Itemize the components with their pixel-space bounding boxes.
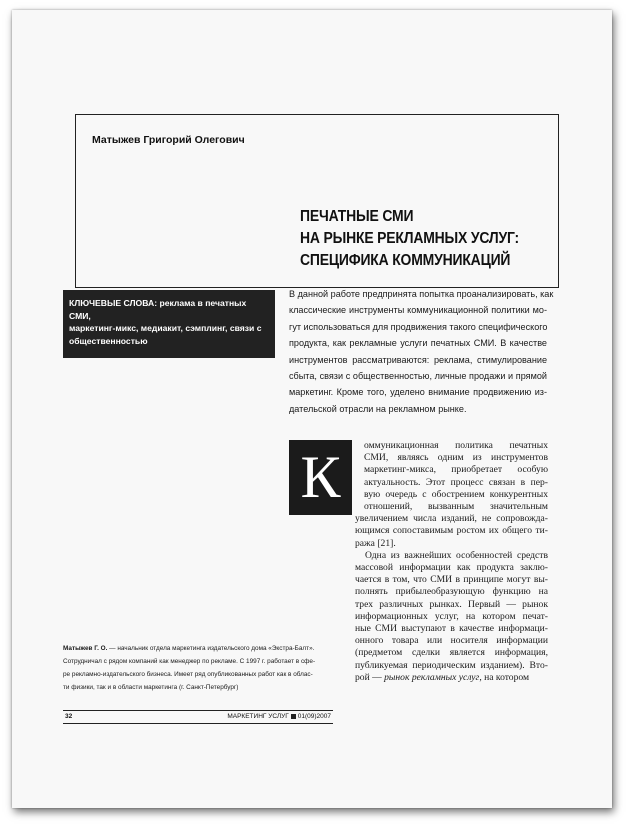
body-line: вую очередь с обострением конкурентных [364, 488, 548, 500]
abstract-line: классические инструменты коммуникационной политики мо- [289, 305, 547, 316]
drop-cap: К [289, 440, 352, 515]
keywords-line: КЛЮЧЕВЫЕ СЛОВА: реклама в печатных СМИ, [69, 298, 247, 321]
body-line: СМИ, являясь одним из инструментов [364, 452, 548, 464]
author-note-line: Сотрудничал с рядом компаний как менеджер по рекламе. С 1997 г. работает в сфе- [63, 658, 316, 665]
keywords-line: общественностью [69, 335, 148, 346]
author-note-line: ре рекламно-издательского бизнеса. Имеет ряд опубликованных работ как в облас- [63, 671, 313, 678]
body-line: ющимся сопоставимым ростом их общего ти- [355, 525, 548, 537]
journal-name [227, 711, 331, 723]
body-text: рой — [355, 671, 385, 683]
title-line-1: ПЕЧАТНЫЕ СМИ [300, 208, 414, 225]
abstract-line: продукта, как рекламные услуги печатных СМИ. В качестве [289, 338, 547, 349]
body-line: (предметом сделки является информация, [355, 647, 548, 659]
body-line: ные СМИ выступают в качестве информаци- [355, 623, 548, 635]
author-note-text: — начальник отдела маркетинга издательского дома «Экстра-Балт». [107, 645, 315, 652]
abstract-line: гут использоваться для продвижения такого специфического [289, 321, 548, 332]
title-line-3: СПЕЦИФИКА КОММУНИКАЦИЙ [300, 252, 511, 269]
author-note [63, 642, 343, 694]
body-line: публикуемая периодическим изданием). Вто- [355, 659, 548, 671]
body-line: увеличением числа изданий, не сопровожда- [355, 513, 548, 525]
square-separator-icon [291, 714, 296, 719]
abstract [289, 286, 554, 417]
body-italic-term: рынок рекламных услуг [384, 671, 480, 683]
body-line: отношений, вызванным значительным [364, 501, 548, 513]
body-line: массовой информации как продукта заклю- [355, 562, 548, 574]
keywords-line: маркетинг-микс, медиакит, сэмплинг, связи с [69, 323, 262, 334]
author-note-line: ти физики, так и в области маркетинга (г. Санкт-Петербург) [63, 684, 239, 691]
body-line: маркетинг-микса, приобретает особую [364, 464, 548, 476]
body-line: ража [21]. [355, 537, 396, 549]
journal-title: МАРКЕТИНГ УСЛУГ [227, 713, 289, 720]
body-line: трех различных рынках. Первый — рынок [355, 598, 548, 610]
abstract-line: сбыта, связи с общественностью, личные продажи и прямой [289, 371, 547, 382]
body-line: Одна из важнейших особенностей средств [365, 549, 548, 561]
author-note-name: Матыжев Г. О. [63, 645, 108, 652]
abstract-line: инструментов рассматриваются: реклама, стимулирование [289, 354, 547, 365]
body-line: полнять прибылеобразующую функцию на [355, 586, 548, 598]
page-number: 32 [65, 713, 73, 720]
page-footer [63, 710, 333, 724]
journal-issue: 01(09)2007 [297, 713, 331, 720]
keywords-box [63, 290, 275, 358]
author-name: Матыжев Григорий Олегович [92, 134, 245, 146]
article-header-box [75, 114, 559, 288]
article-body [345, 440, 548, 684]
title-line-2: НА РЫНКЕ РЕКЛАМНЫХ УСЛУГ: [300, 230, 520, 247]
body-text: , на котором [479, 671, 530, 683]
body-line: актуальность. Этот процесс связан в пер- [364, 476, 548, 488]
abstract-line: дательской отрасли на рекламном рынке. [289, 403, 467, 414]
body-line: оммуникационная политика печатных [364, 440, 548, 451]
body-line: информационных услуг, на котором печат- [355, 610, 548, 622]
body-line [355, 672, 548, 684]
author-note-line [63, 642, 343, 655]
article-title [300, 206, 519, 272]
body-line: онного товара или носителя информации [355, 635, 548, 647]
body-line: чается в том, что СМИ в принципе могут вы- [355, 574, 548, 586]
abstract-line: маркетинг. Кроме того, уделено внимание продвижению из- [289, 387, 547, 398]
abstract-line: В данной работе предпринята попытка проанализировать, как [289, 289, 554, 299]
